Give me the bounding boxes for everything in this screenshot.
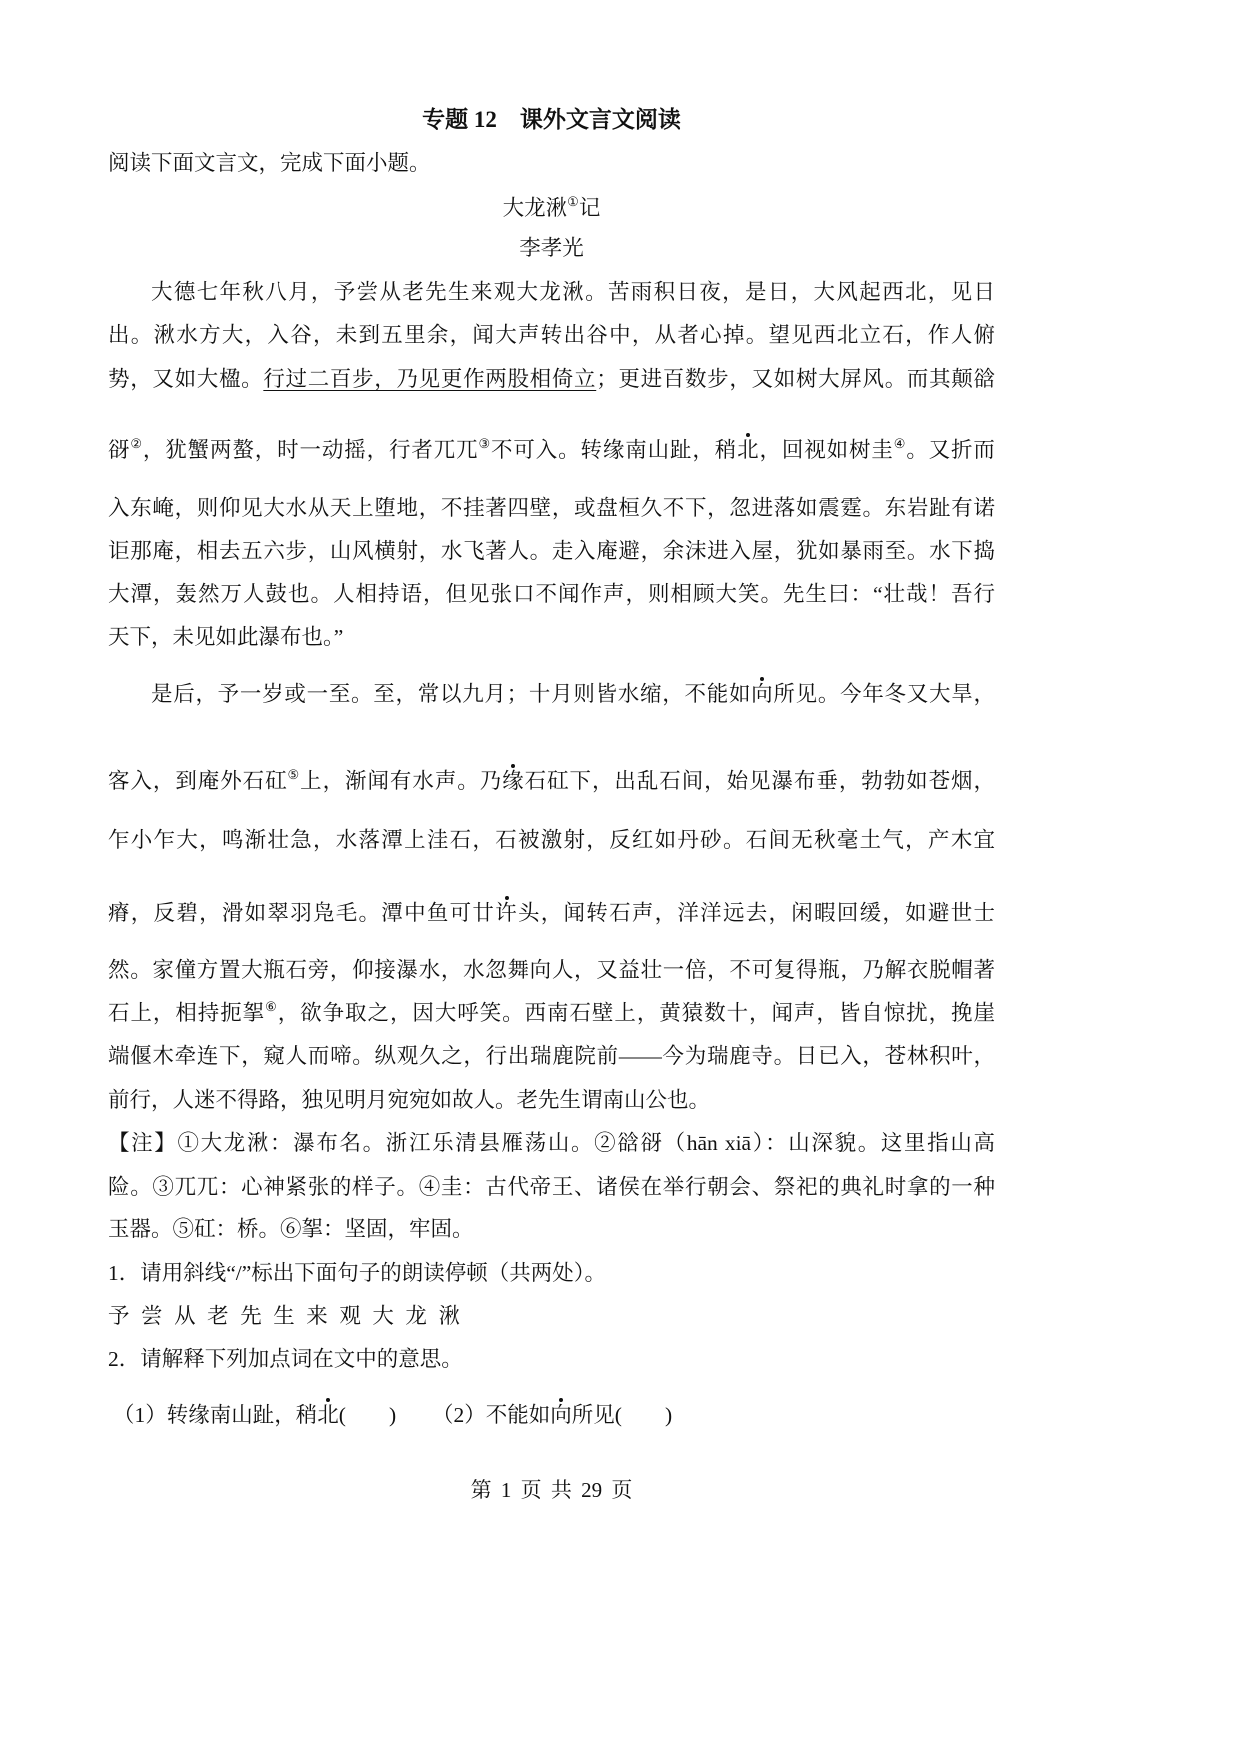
question-1: 1．请用斜线“/”标出下面句子的朗读停顿（共两处）。	[108, 1261, 607, 1285]
note-marker-superscript: ②	[130, 436, 143, 451]
text-run: 瘠，反碧，滑如翠羽凫毛。潭中鱼可廿	[108, 901, 496, 925]
text-run: 大德七年秋八月，予尝从老先生来观大龙湫。苦雨积日夜，是日，大风起西北，见日	[151, 280, 995, 304]
text-run: 【注】①大龙湫：瀑布名。浙江乐清县雁荡山。②谽谺（hān xiā）：山深貌。这里指山高	[108, 1131, 995, 1155]
text-run: 前行，人迷不得路，独见明月宛宛如故人。老先生谓南山公也。	[108, 1088, 711, 1112]
text-line	[108, 1172, 995, 1202]
text-run: 不可入。转缘南山趾，稍	[491, 438, 738, 462]
text-run: 入东崦，则仰见大水从天上堕地，不挂著四壁，或盘桓久不下，忽进落如震霆。东岩趾有诺	[108, 496, 995, 520]
text-line	[108, 898, 995, 928]
note-marker-superscript: ③	[478, 436, 492, 451]
text-line	[151, 679, 995, 709]
question-1-sentence: 予 尝 从 老 先 生 来 观 大 龙 湫	[108, 1304, 460, 1328]
text-run: ( )	[338, 1403, 397, 1427]
text-run: 记	[578, 196, 601, 220]
note-marker-superscript: ④	[893, 436, 907, 451]
text-run: 所见。今年冬又大旱，	[773, 682, 995, 706]
text-line	[108, 998, 995, 1031]
text-run: ；更进百数步，又如树大屏风。而其颠谽	[596, 367, 995, 391]
emphasis-dot-character: 北	[317, 1403, 339, 1427]
text-run: 石上，相持扼挐	[108, 1001, 266, 1025]
text-run: 乍小乍大，鸣渐壮急，水落潭上洼石，石被激射，反红如丹砂。石间无秋毫土气，产木宜	[108, 828, 995, 852]
text-run: 然。家僮方置大瓶石旁，仰接瀑水，水忽舞向人，又益壮一倍，不可复得瓶，乃解衣脱帽著	[108, 958, 995, 982]
text-line	[108, 766, 995, 799]
page-footer: 第 1 页 共 29 页	[470, 1478, 633, 1502]
text-run: 所见( )	[571, 1403, 673, 1427]
note-marker-superscript: ①	[567, 194, 579, 209]
emphasis-dot-character: 北	[737, 438, 760, 462]
emphasis-dot-character: 向	[550, 1403, 572, 1427]
text-line	[108, 1041, 995, 1071]
text-line	[108, 320, 995, 350]
emphasis-dot-character: 许	[495, 901, 518, 925]
text-run: 端偃木牵连下，窥人而啼。纵观久之，行出瑞鹿院前——今为瑞鹿寺。日已入，苍林积叶，	[108, 1044, 995, 1068]
page-title: 专题 12 课外文言文阅读	[422, 107, 681, 132]
text-line	[108, 536, 995, 566]
text-run: 大潭，轰然万人鼓也。人相持语，但见张口不闻作声，则相顾大笑。先生曰：“壮哉！吾行	[108, 582, 995, 606]
text-run: ，欲争取之，因大呼笑。西南石壁上，黄猿数十，闻声，皆自惊扰，挽崖	[277, 1001, 995, 1025]
emphasis-dot-character: 向	[751, 682, 774, 706]
text-run: 客入，到庵外石矼	[108, 769, 288, 793]
text-run: 出。湫水方大，入谷，未到五里余，闻大声转出谷中，从者心掉。望见西北立石，作人俯	[108, 323, 995, 347]
emphasis-dot-character: 缘	[502, 769, 525, 793]
article-title	[108, 193, 995, 226]
text-line	[108, 435, 995, 468]
text-line	[108, 1214, 995, 1244]
text-run: 。又折而	[906, 438, 995, 462]
question-2-item-2	[432, 1400, 672, 1430]
text-line	[108, 1085, 995, 1115]
reading-instruction: 阅读下面文言文，完成下面小题。	[108, 151, 431, 175]
note-marker-superscript: ⑤	[287, 767, 301, 782]
text-run: 大龙湫	[502, 196, 568, 220]
underlined-text: 行过二百步，乃见更作两股相倚立	[263, 367, 597, 391]
text-run: 上，渐闻有水声。乃	[300, 769, 503, 793]
text-line	[108, 364, 995, 394]
text-run: 石矼下，出乱石间，始见瀑布垂，勃勃如苍烟，	[524, 769, 995, 793]
text-run: 讵那庵，相去五六步，山风横射，水飞著人。走入庵避，余沫进入屋，犹如暴雨至。水下捣	[108, 539, 995, 563]
text-run: 谺	[108, 438, 131, 462]
text-run: ，回视如树圭	[759, 438, 894, 462]
text-line	[108, 1128, 995, 1158]
text-line	[108, 622, 995, 652]
text-run: 头，闻转石声，洋洋远去，闲暇回缓，如避世士	[517, 901, 995, 925]
question-2-item-1	[113, 1400, 396, 1430]
text-line	[108, 955, 995, 985]
article-author: 李孝光	[519, 236, 584, 260]
text-line	[108, 493, 995, 523]
text-run: （1）转缘南山趾，稍	[113, 1403, 318, 1427]
text-run: 势，又如大楹。	[108, 367, 264, 391]
text-line	[151, 277, 995, 307]
text-line	[108, 579, 995, 609]
text-run: （2）不能如	[432, 1403, 551, 1427]
text-run: ，犹蟹两螯，时一动摇，行者兀兀	[142, 438, 479, 462]
text-run: 险。③兀兀：心神紧张的样子。④圭：古代帝王、诸侯在举行朝会、祭祀的典礼时拿的一种	[108, 1175, 995, 1199]
text-line	[108, 825, 995, 855]
text-run: 是后，予一岁或一至。至，常以九月；十月则皆水缩，不能如	[151, 682, 752, 706]
question-2: 2．请解释下列加点词在文中的意思。	[108, 1347, 463, 1371]
text-run: 玉器。⑤矼：桥。⑥挐：坚固，牢固。	[108, 1217, 474, 1241]
note-marker-superscript: ⑥	[265, 999, 278, 1014]
text-run: 天下，未见如此瀑布也。”	[108, 625, 344, 649]
